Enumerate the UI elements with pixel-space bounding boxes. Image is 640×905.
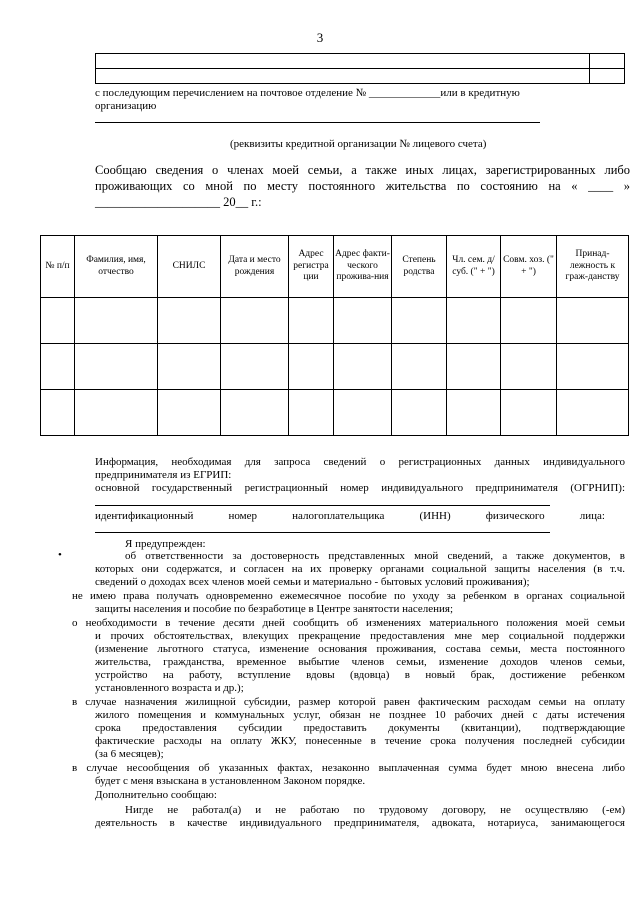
warning-p3-line-3: (изменение льготного статуса, изменение основания проживания, состава семьи, места постоянного (95, 643, 625, 655)
warning-p1-line-2: которых они содержатся, и согласен на их проверку органами социальной защиты населения (в т.ч. (95, 563, 625, 575)
warning-p3-line-6: установленного возраста и др.); (95, 682, 244, 694)
table-cell[interactable] (501, 390, 557, 436)
account-details-grid (95, 53, 625, 84)
grid-cell (96, 54, 590, 69)
table-row (41, 344, 629, 390)
egrip-line-2: предпринимателя из ЕГРИП: (95, 469, 232, 481)
table-cell[interactable] (221, 344, 289, 390)
warning-p2-line-2: защиты населения и пособие по безработице в Центре занятости населения; (95, 603, 454, 615)
grid-cell (590, 54, 625, 69)
table-cell[interactable] (289, 390, 334, 436)
table-cell[interactable] (392, 298, 447, 344)
grid-cell (96, 69, 590, 84)
postal-line-2: организацию (95, 100, 157, 112)
table-cell[interactable] (501, 344, 557, 390)
warning-p5-line-1: в случае несообщения об указанных фактах, незаконно выплаченная сумма будет мною внесена либо (72, 762, 625, 774)
table-cell[interactable] (41, 344, 75, 390)
warning-p4-line-2: жилого помещения и коммунальных услуг, обязан не позднее 10 рабочих дней с даты истечения (95, 709, 625, 721)
table-cell[interactable] (447, 298, 501, 344)
family-members-table (40, 235, 629, 436)
warning-heading: Я предупрежден: (125, 538, 206, 550)
page-number: 3 (316, 30, 324, 45)
table-cell[interactable] (158, 298, 221, 344)
col-header-citizenship: Принад-лежность к граж-данству (557, 236, 629, 298)
table-cell[interactable] (221, 298, 289, 344)
family-intro-line-1: Сообщаю сведения о членах моей семьи, а также иных лицах, зарегистрированных либо (95, 163, 630, 177)
additional-heading: Дополнительно сообщаю: (95, 789, 217, 801)
table-cell[interactable] (501, 298, 557, 344)
family-intro-line-3: ____________________ 20__ г.: (95, 195, 262, 209)
table-cell[interactable] (447, 344, 501, 390)
col-header-relation: Степень родства (392, 236, 447, 298)
warning-p3-line-4: жительства, гражданства, временное выбытие членов семьи, изменение доходов членов семьи, (95, 656, 625, 668)
egrip-line-1: Информация, необходимая для запроса сведений о регистрационных данных индивидуального (95, 456, 625, 468)
table-cell[interactable] (557, 390, 629, 436)
warning-p2-line-1: не имею права получать одновременно ежемесячное пособие по уходу за ребенком в органах социальной (72, 590, 625, 602)
table-cell[interactable] (75, 390, 158, 436)
col-header-full-name: Фамилия, имя, отчество (75, 236, 158, 298)
table-header-row (41, 236, 629, 298)
table-row (41, 298, 629, 344)
col-header-birth: Дата и место рождения (221, 236, 289, 298)
additional-line-1: Нигде не работал(а) и не работаю по трудовому договору, не осуществляю (-ем) (125, 804, 625, 816)
table-cell[interactable] (557, 298, 629, 344)
col-header-number: № п/п (41, 236, 75, 298)
family-intro-line-2: проживающих со мной по месту постоянного жительства по состоянию на « ____ » (95, 179, 630, 193)
inn-field[interactable] (95, 532, 550, 533)
table-cell[interactable] (557, 344, 629, 390)
warning-p1-line-3: сведений о доходах всех членов моей семьи и материально - бытовых условий проживания); (95, 576, 530, 588)
col-header-registration: Адрес регистра ции (289, 236, 334, 298)
table-row (41, 390, 629, 436)
table-cell[interactable] (158, 344, 221, 390)
col-header-snils: СНИЛС (158, 236, 221, 298)
table-cell[interactable] (334, 344, 392, 390)
table-cell[interactable] (289, 298, 334, 344)
table-cell[interactable] (392, 344, 447, 390)
additional-line-2: деятельность в качестве индивидуального предпринимателя, адвоката, нотариуса, занимающегося (95, 817, 625, 829)
grid-cell (590, 69, 625, 84)
table-cell[interactable] (75, 344, 158, 390)
table-cell[interactable] (334, 390, 392, 436)
warning-p3-line-5: устройство на работу, вступление вдовы (вдовца) в новый брак, достижение ребенком (95, 669, 625, 681)
table-cell[interactable] (75, 298, 158, 344)
table-cell[interactable] (334, 298, 392, 344)
bullet-icon: • (58, 549, 62, 561)
warning-p3-line-2: и прочих обстоятельствах, влекущих прекращение предоставления мне мер социальной поддержки (95, 630, 625, 642)
egrip-ogrnip-label: основной государственный регистрационный номер индивидуального предпринимателя (ОГРНИП): (95, 482, 625, 494)
col-header-joint-household: Совм. хоз. (" + ") (501, 236, 557, 298)
table-cell[interactable] (392, 390, 447, 436)
egrip-inn-label: идентификационный номер налогоплательщика (ИНН) физического лица: (95, 510, 605, 522)
table-cell[interactable] (41, 298, 75, 344)
credit-org-field[interactable] (95, 122, 540, 123)
warning-p5-line-2: будет с меня взыскана в установленном Законом порядке. (95, 775, 366, 787)
table-cell[interactable] (289, 344, 334, 390)
warning-p3-line-1: о необходимости в течение десяти дней сообщить об изменениях материального положения моей семьи (72, 617, 625, 629)
col-header-subsidy-member: Чл. сем. д/суб. (" + ") (447, 236, 501, 298)
warning-p4-line-1: в случае назначения жилищной субсидии, размер которой равен фактическим расходам семьи на оплату (72, 696, 625, 708)
credit-org-caption: (реквизиты кредитной организации № лицевого счета) (230, 138, 487, 150)
warning-p4-line-4: фактические расходы на оплату ЖКУ, понесенные в течение срока получения последней субсидии (95, 735, 625, 747)
table-cell[interactable] (221, 390, 289, 436)
warning-p4-line-3: срока предоставления субсидии предоставить документы (квитанции), подтверждающие (95, 722, 625, 734)
ogrnip-field[interactable] (95, 505, 550, 506)
table-cell[interactable] (41, 390, 75, 436)
postal-line-1: с последующим перечислением на почтовое отделение № _____________или в кредитную (95, 87, 520, 99)
table-cell[interactable] (447, 390, 501, 436)
warning-p1-line-1: об ответственности за достоверность представленных мной сведений, а также документов, в (125, 550, 625, 562)
warning-p4-line-5: (за 6 месяцев); (95, 748, 164, 760)
table-cell[interactable] (158, 390, 221, 436)
col-header-residence: Адрес факти-ческого прожива-ния (334, 236, 392, 298)
